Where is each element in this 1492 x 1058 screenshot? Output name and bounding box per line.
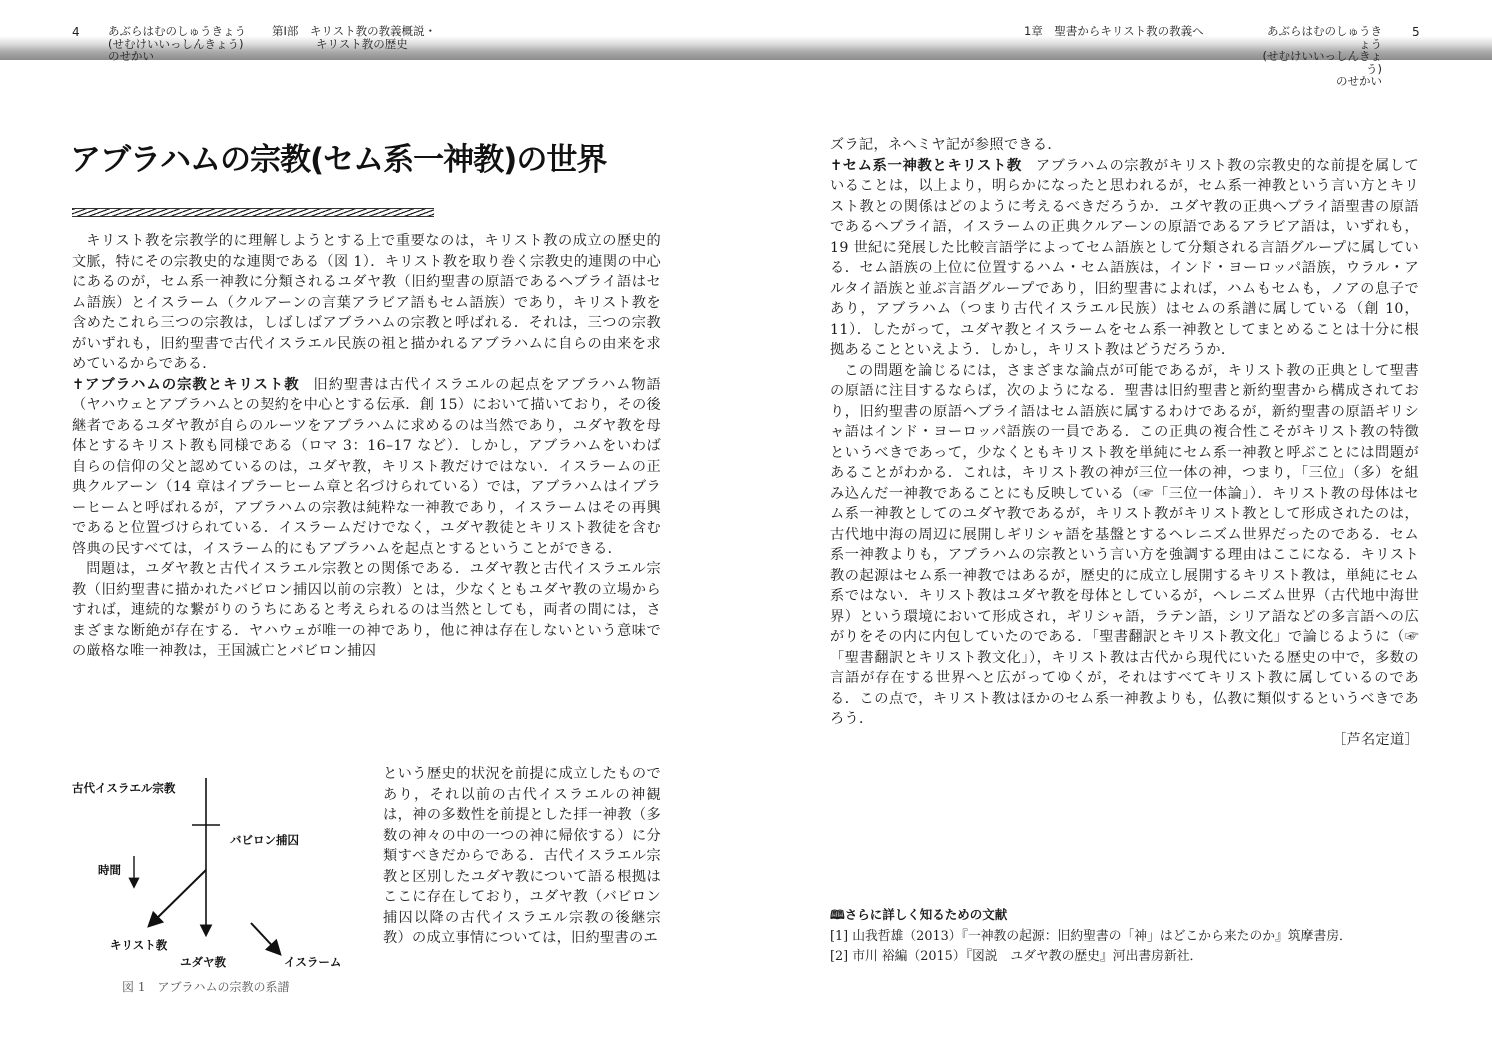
left-side-column-text: という歴史的状況を前提に成立したものであり，それ以前の古代イスラエルの神観は，神の多数性を前提とした拝一神教（多数の神々の中の一つの神に帰依する）に分類すべきだからである．古代イスラエル宗教と区別したユダヤ教について語る根拠はここに存在しており，ユダヤ教（バビロン捕囚以降の古代イスラエル宗教の後継宗教）の成立事情については，旧約聖書のエ xyxy=(383,766,661,946)
right-chapter-title: 1章 聖書からキリスト教の教義へ xyxy=(1024,24,1204,38)
right-column-text xyxy=(830,135,1419,750)
figure-genealogy xyxy=(70,770,382,1000)
label-christianity: キリスト教 xyxy=(110,938,168,952)
left-column-text xyxy=(72,231,661,662)
book-icon: 🕮 xyxy=(830,907,845,922)
right-section-title: あぶらはむのしゅうきょう (せむけいいっしんきょう) のせかい xyxy=(1262,24,1382,88)
islam-arrow xyxy=(251,923,279,953)
label-babylon-captivity: バビロン捕囚 xyxy=(230,833,299,847)
title-rule xyxy=(72,208,434,217)
left-part-title: 第Ⅰ部 キリスト教の教義概説・ キリスト教の歴史 xyxy=(272,24,437,51)
section-semitic: ✝セム系一神教とキリスト教 アブラハムの宗教がキリスト教の宗教史的な前提を属していることは，以上より，明らかになったと思われるが，セム系一神教という言い方とキリスト教との関係はどのように考えるべきだろうか．ユダヤ教の正典ヘブライ語聖書の原語であるヘブライ語，イスラームの正典クルアーンの原語であるアラビア語は，いずれも，19 世紀に発展した比較言語学によってセム語族として分類される言語グループに属している．セム語族の上位に位置するハム・セム語族は，インド・ヨーロッパ語族，ウラル・アルタイ語族と並ぶ言語グループであり，旧約聖書によれば，ハムもセムも，ノアの息子であり，アブラハム（つまり古代イスラエル民族）はセムの系譜に属している（創 10，11）．したがって，ユダヤ教とイスラームをセム系一神教としてまとめることは十分に根拠あることといえよう．しかし，キリスト教はどうだろうか． xyxy=(830,157,1419,358)
figure-caption: 図 1 アブラハムの宗教の系譜 xyxy=(122,980,290,994)
discussion-paragraph: この問題を論じるには，さまざまな論点が可能であるが，キリスト教の正典として聖書の原語に注目するならば，次のようになる．聖書は旧約聖書と新約聖書から構成されており，旧約聖書の原語ヘブライ語はセム語族に属するわけであるが，新約聖書の原語ギリシャ語はインド・ヨーロッパ語族の一員である．この正典の複合性こそがキリスト教の特徴というべきであって，少なくともキリスト教を単純にセム系一神教と呼ぶことには問題があることがわかる．これは，キリスト教の神が三位一体の神，つまり，「三位」（多）を組み込んだ一神教であることにも反映している（☞「三位一体論」）．キリスト教の母体はセム系一神教としてのユダヤ教であるが，キリスト教がキリスト教として形成されたのは，古代地中海の周辺に展開しギリシャ語を基盤とするヘレニズム世界だったのである．セム系一神教よりも，アブラハムの宗教という言い方を強調する理由はここになる．キリスト教の起源はセム系一神教ではあるが，歴史的に成立し展開するキリスト教は，単純にセム系ではない．キリスト教はユダヤ教を母体としているが，ヘレニズム世界（古代地中海世界）という環境において形成され，ギリシャ語，ラテン語，シリア語などの多言語への広がりをその内に内包していたのである．「聖書翻訳とキリスト教文化」で論じるように（☞「聖書翻訳とキリスト教文化」），キリスト教は古代から現代にいたる歴史の中で，多数の言語が存在する世界へと広がってゆくが，それはすべてキリスト教に属しているのである．この点で，キリスト教はほかのセム系一神教よりも，仏教に類似するというべきであろう． xyxy=(830,362,1419,727)
label-ancient-israel: 古代イスラエル宗教 xyxy=(72,781,176,795)
reference-item: [1] 山我哲雄（2013）『一神教の起源：旧約聖書の「神」はどこから来たのか』筑摩書房． xyxy=(830,929,1352,944)
label-islam: イスラーム xyxy=(284,955,342,969)
section-abraham: ✝アブラハムの宗教とキリスト教 旧約聖書は古代イスラエルの起点をアブラハム物語（ヤハウェとアブラハムとの契約を中心とする伝承．創 15）において描いており，その後継者であるユダヤ教が自らのルーツをアブラハムに求めるのは当然であり，ユダヤ教を母体とするキリスト教も同様である（ロマ 3：16–17 など）．しかし，アブラハムをいわば自らの信仰の父と認めているのは，ユダヤ教，キリスト教だけではない．イスラームの正典クルアーン（14 章はイブラーヒーム章と名づけられている）では，アブラハムはイブラーヒームと呼ばれるが，アブラハムの宗教は純粋な一神教であり，イスラームはその再興であると位置づけられている．イスラームだけでなく，ユダヤ教徒とキリスト教徒を含む啓典の民すべては，イスラーム的にもアブラハムを起点とするということができる． xyxy=(72,376,661,557)
intro-paragraph: キリスト教を宗教学的に理解しようとする上で重要なのは，キリスト教の成立の歴史的文脈，特にその宗教史的な連関である（図 1）．キリスト教を取り巻く宗教史的連関の中心にあるのが，セム系一神教に分類されるユダヤ教（旧約聖書の原語であるヘブライ語はセム語族）とイスラーム（クルアーンの言葉アラビア語もセム語族）であり，キリスト教を含めたこれら三つの宗教は，しばしばアブラハムの宗教と呼ばれる．それは，三つの宗教がいずれも，旧約聖書で古代イスラエル民族の祖と描かれるアブラハムに自らの由来を求めているからである． xyxy=(72,233,661,372)
label-time: 時間 xyxy=(98,863,121,877)
section-heading: ✝アブラハムの宗教とキリスト教 xyxy=(72,376,300,393)
right-page-number: 5 xyxy=(1412,25,1420,39)
left-section-title: あぶらはむのしゅうきょう (せむけいいっしんきょう) のせかい xyxy=(108,24,246,63)
left-page-number: 4 xyxy=(72,25,80,39)
problem-paragraph: 問題は，ユダヤ教と古代イスラエル宗教との関係である．ユダヤ教と古代イスラエル宗教（旧約聖書に描かれたバビロン捕囚以前の宗教）とは，少なくともユダヤ教の立場からすれば，連続的な繋がりのうちにあると考えられるのは当然としても，両者の間には，さまざまな断絶が存在する．ヤハウェが唯一の神であり，他に神は存在しないという意味での厳格な唯一神教は，王国滅亡とバビロン捕囚 xyxy=(72,561,661,659)
page-title: アブラハムの宗教(セム系一神教)の世界 xyxy=(70,142,607,178)
author-name: ［芦名定道］ xyxy=(1332,731,1419,748)
right-opening-line: ズラ記，ネヘミヤ記が参照できる． xyxy=(830,137,1062,153)
cross-icon: ✝ xyxy=(830,157,843,174)
cross-icon: ✝ xyxy=(72,376,85,393)
label-judaism: ユダヤ教 xyxy=(180,955,226,969)
reference-item: [2] 市川 裕編（2015）『図説 ユダヤ教の歴史』河出書房新社． xyxy=(830,949,1203,964)
section-heading: ✝セム系一神教とキリスト教 xyxy=(830,157,1022,174)
christianity-arrow xyxy=(150,870,206,925)
references-title: 🕮さらに詳しく知るための文献 xyxy=(830,907,1008,922)
